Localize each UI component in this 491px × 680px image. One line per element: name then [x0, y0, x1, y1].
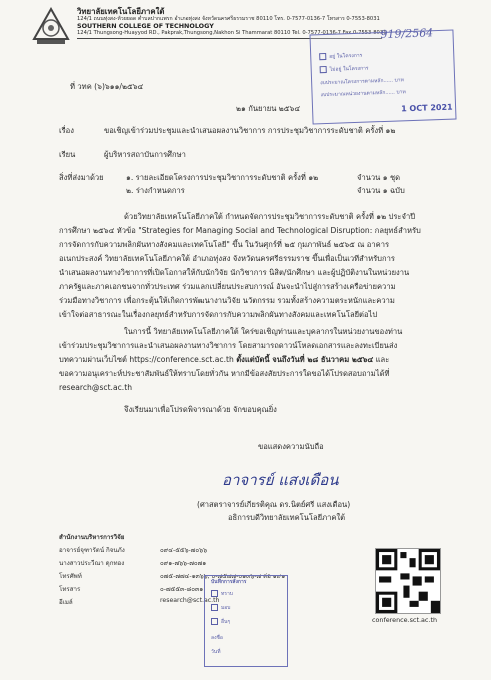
stamp-project-budget: งบประมาณโครงการตามหลัก...... บาท [320, 77, 404, 87]
contact-2-name: นางสาวประวีณา ดุกทอง [59, 560, 125, 567]
recipient-text: ผู้บริหารสถาบันการศึกษา [104, 150, 186, 159]
institution-address-th: 124/1 ถนนทุ่งสง-ห้วยยอด ตำบลปากแพรก อำเภอทุ่งสง จังหวัดนครศรีธรรมราช 80110 โทร. 0-7577-0136-7 โทรสาร 0-7553-8031 [77, 16, 380, 22]
stamp-handwritten-number: 919/2564 [380, 26, 434, 42]
paragraph-1-line-5: นำเสนอผลงานทางวิชาการที่เปิดโอกาสให้กับนักวิจัย นักวิชาการ นิสิต/นักศึกษา และผู้ปฏิบัติงานในหน่วยงาน [59, 268, 410, 277]
qr-code-icon [375, 548, 441, 614]
paragraph-1-line-2: การศึกษา ๒๕๖๔ หัวข้อ "Strategies for Managing Social and Technological Disruption: กลยุทธ์สำหรับ [59, 226, 421, 235]
regards-text: ขอแสดงความนับถือ [258, 442, 324, 451]
institution-name-th: วิทยาลัยเทคโนโลยีภาคใต้ [77, 7, 165, 16]
checkbox-icon [211, 604, 218, 611]
command-stamp-other: อื่นๆ [211, 618, 230, 626]
paragraph-1-line-3: การจัดการกับความพลิกผันทางสังคมและเทคโนโลยี" ขึ้น ในวันศุกร์ที่ ๒๕ กุมภาพันธ์ ๒๕๖๕ ณ อาคาร [59, 240, 390, 249]
conference-website: บทความผ่านเว็บไซต์ https://conference.sct.ac.th [59, 355, 237, 364]
paragraph-2-line-4: ขอความอนุเคราะห์ประชาสัมพันธ์ให้ทราบโดยทั่วกัน หากมีข้อสงสัยประการใดขอได้โปรดสอบถามได้ที่ [59, 369, 390, 378]
contact-2-phone: ๐๙๑-๗๖๖-๗๐๗๑ [160, 560, 207, 567]
checkbox-icon [319, 53, 326, 60]
contact-1-name: อาจารย์จุฑารัตน์ กิจนภัง [59, 547, 125, 554]
signer-title: อธิการบดีวิทยาลัยเทคโนโลยีภาคใต้ [228, 513, 346, 522]
command-stamp-acknowledge: ทราบ [211, 590, 233, 598]
closing-text: จึงเรียนมาเพื่อโปรดพิจารณาด้วย จักขอบคุณยิ่ง [124, 405, 277, 414]
enclosure-1: ๑. รายละเอียดโครงการประชุมวิชาการระดับชาติ ครั้งที่ ๑๒ [126, 173, 319, 182]
paragraph-1-line-1: ด้วยวิทยาลัยเทคโนโลยีภาคใต้ กำหนดจัดการประชุมวิชาการระดับชาติ ครั้งที่ ๑๒ ประจำปี [124, 212, 416, 221]
office-name: สำนักงานบริหารการวิจัย [59, 534, 125, 541]
enclosures-label: สิ่งที่ส่งมาด้วย [59, 173, 104, 182]
college-seal-icon [31, 7, 71, 47]
institution-address-en: 124/1 Thungsong-Huayyod RD., Pakprak,Thungsong,Nakhon Si Thammarat 80110 Tel. 0-7577-0136-7 Fax 0-7553-8031 [77, 30, 387, 36]
signer-name: (ศาสตราจารย์เกียรติคุณ ดร.นิตย์ศรี แสงเดือน) [197, 500, 351, 509]
enclosure-2-quantity: จำนวน ๑ ฉบับ [357, 186, 405, 195]
command-stamp [204, 575, 288, 667]
fax-label: โทรสาร [59, 586, 81, 593]
paragraph-2-line-3: บทความผ่านเว็บไซต์ https://conference.sct.ac.th ตั้งแต่บัดนี้ จนถึงวันที่ ๒๘ ธันวาคม ๒๕๖๔ และ [59, 355, 390, 364]
enclosure-1-quantity: จำนวน ๑ ชุด [357, 173, 401, 182]
letter-reference: ที่ วทค (๖)๖๑๑/๒๕๖๔ [70, 82, 144, 91]
receiving-stamp [309, 26, 456, 125]
paragraph-2-line-2: เข้าร่วมประชุมวิชาการและนำเสนอผลงานทางวิชาการ โดยสามารถดาวน์โหลดเอกสารและลงทะเบียนส่ง [59, 341, 398, 350]
email-label: อีเมล์ [59, 599, 73, 606]
command-stamp-date: วันที่ [211, 649, 221, 655]
subject-text: ขอเชิญเข้าร่วมประชุมและนำเสนอผลงานวิชาการ การประชุมวิชาการระดับชาติ ครั้งที่ ๑๒ [104, 126, 396, 135]
stamp-unit-budget: งบประมาณหน่วยงานตามหลัก...... บาท [320, 89, 406, 99]
stamp-option-in-project: อยู่ ในโครงการ [319, 52, 362, 61]
checkbox-icon [211, 590, 218, 597]
handwritten-signature: อาจารย์ แสงเดือน [222, 471, 339, 489]
phone-label: โทรศัพท์ [59, 573, 82, 580]
checkbox-icon [211, 618, 218, 625]
paragraph-1-line-6: ภาครัฐและภาคเอกชนจากทั่วประเทศ ร่วมแลกเปลี่ยนประสบการณ์ อันจะนำไปสู่การสร้างเครือข่ายความ [59, 282, 396, 291]
submission-deadline: ตั้งแต่บัดนี้ จนถึงวันที่ ๒๘ ธันวาคม ๒๕๖๔ [236, 355, 374, 364]
command-stamp-assign: มอบ [211, 604, 230, 612]
recipient-label: เรียน [59, 150, 76, 159]
enclosure-2: ๒. ร่างกำหนดการ [126, 186, 185, 195]
phone-number: ๐๗๕-๗๗๔-๑๓๖๖, ๐-๗๕๗๗-๐๑๓๖-๗ ต่อ ๑๙๑ [160, 573, 286, 580]
subject-label: เรื่อง [59, 126, 74, 135]
paragraph-2-line-1: ในการนี้ วิทยาลัยเทคโนโลยีภาคใต้ ใคร่ขอเชิญท่านและบุคลากรในหน่วยงานของท่าน [124, 327, 403, 336]
conference-site-caption: conference.sct.ac.th [372, 616, 437, 624]
paragraph-1-line-8: เข้าใจต่อสาธารณะในเรื่องกลยุทธ์สำหรับการจัดการกับความพลิกผันทางสังคมและเทคโนโลยีต่อไป [59, 310, 378, 319]
fax-number: ๐-๗๕๕๓-๘๐๓๑ [160, 586, 204, 593]
institution-name-en: SOUTHERN COLLEGE OF TECHNOLOGY [77, 22, 214, 30]
command-stamp-signed: ลงชื่อ [211, 635, 223, 641]
letter-date: ๒๑ กันยายน ๒๕๖๔ [236, 104, 301, 113]
contact-1-phone: ๐๙๔-๕๕๖-๗๐๖๖ [160, 547, 208, 554]
paragraph-1-line-4: อเนกประสงค์ วิทยาลัยเทคโนโลยีภาคใต้ อำเภอทุ่งสง จังหวัดนครศรีธรรมราช ขึ้นเพื่อเป็นเวทีสำหรับการ [59, 254, 395, 263]
paragraph-1-line-7: ร่วมมือทางวิชาการ เพื่อกระตุ้นให้เกิดการพัฒนางานวิจัย นวัตกรรม รวมทั้งสร้างความตระหนักและความ [59, 296, 395, 305]
command-stamp-title: บันทึกการสั่งการ [211, 579, 247, 585]
email-address: research@sct.ac.th [160, 597, 220, 604]
stamp-option-not-in-project: ไม่อยู่ ในโครงการ [320, 65, 369, 75]
stamp-date: 1 OCT 2021 [400, 102, 453, 114]
checkbox-icon [320, 66, 327, 73]
contact-email-inline: research@sct.ac.th [59, 383, 133, 392]
